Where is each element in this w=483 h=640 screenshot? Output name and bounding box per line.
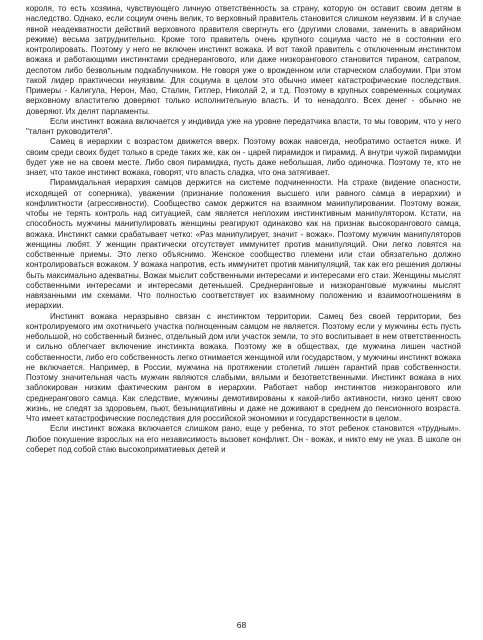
paragraph-4: Пирамидальная иерархия самцов держится на системе подчиненности. На страхе (видение опасности, исходящей от соперника), уважении (признание положения высшего или равного самца в иерархии) и конфликтности (агрессивности). Сообщество самок держится на взаимном манипулировании. Поэтому вожак, чтобы не терять контроль над ситуацией, сам является неплохим инстинктивным манипулятором. Кстати, на способность мужчины манипулировать женщины реагируют одинаково как на признак высокорангового самца, вожака. Инстинкт самки срабатывает четко: «Раз манипулирует, значит - вожак». Поэтому мужчин манипуляторов женщины любят. У женщин практически отсутствует иммунитет против манипуляций. Они легко ловятся на собственные приемы. Это легко объяснимо. Женское сообщество племени или стаи обязательно должно контролироваться вожаком. У вожака напротив, есть иммунитет против манипуляций, так как его решения должны быть максимально адекватны. Вожак мыслит собственными интересами и интересами его стаи. Женщины мыслят собственными интересами и интересами детенышей. Среднеранговые и низкоранговые мужчины мыслят навязанными им схемами. Что полностью соответствует их взаимному положению и взаимоотношениям в иерархии. — [26, 178, 461, 311]
paragraph-3: Самец в иерархии с возрастом движется вверх. Поэтому вожак навсегда, необратимо остается ниже. И своим среди своих будет только в среде таких же, как он - царей пирамидок и пирамид. А внутри чужой пирамидки будет уже не на своем месте. Либо своя пирамидка, пусть даже небольшая, либо одиночка. Поэтому те, кто не знает, что такое инстинкт вожака, говорят, что власть сладка, что она затягивает. — [26, 137, 461, 177]
paragraph-5: Инстинкт вожака неразрывно связан с инстинктом территории. Самец без своей территории, без контролируемого им охотничьего участка полноценным самцом не является. Поэтому если у мужчины есть пусть небольшой, но собственный бизнес, отдельный дом или участок земли, то это воспитывает в нем ответственность и сильно облегчает включение инстинкта вожака. Поэтому же в обществах, где мужчина лишен частной собственности, либо его собственность легко отнимается женщиной или государством, у мужчины инстинкт вожака не включается. Например, в России, мужчина на протяжении столетий лишен гарантий прав собственности. Поэтому значительная часть мужчин являются слабыми, вялыми и безответственными. Инстинкт вожака в них заблокирован низким фактическим рангом в иерархии. Работает набор инстинктов низкорангового или среднерангового самца. Как следствие, мужчины демотивированы к какой-либо активности, низко ценят свою жизнь, не следят за здоровьем, пьют, безынициативны и даже не доживают в среднем до пенсионного возраста. Что имеет катастрофические последствия для российской экономики и государственности в целом. — [26, 311, 461, 423]
page-number: 68 — [236, 620, 247, 630]
paragraph-1: короля, то есть хозяина, чувствующего личную ответственность за страну, которую он оставит своим детям в наследство. Однако, если социум очень велик, то верховный правитель становится слишком неуязвим. И в случае явной неадекватности действий верховного правителя свергнуть его (другими словами, заменить в аварийном режиме) весьма затруднительно. Кроме того правитель очень крупного социума часто не в состоянии его контролировать. Поэтому у него не включен инстинкт вожака. И вот такой правитель с отключенным инстинктом вожака и работающими инстинктами среднерангового, или даже низкорангового становится тираном, сатрапом, деспотом либо безвольным подкаблучником. Не говоря уже о врожденном или старческом слабоумии. При этом такой лидер практически неуязвим. Для социума в целом это обычно имеет катастрофические последствия. Примеры - Калигула, Нерон, Мао, Сталин, Гитлер, Николай 2, и т.д. Поэтому в крупных современных социумах верховному властителю доверяют только исполнительную власть. И то ненадолго. Всех денег - обычно не доверяют. Их делят парламенты. — [26, 4, 461, 116]
paragraph-2: Если инстинкт вожака включается у индивида уже на уровне передатчика власти, то мы говорим, что у него "талант руководителя". — [26, 116, 461, 136]
paragraph-6: Если инстинкт вожака включается слишком рано, еще у ребенка, то этот ребенок становится «трудным». Любое покушение взрослых на его независимость вызовет конфликт. Он - вожак, и никто ему не указ. В школе он соберет под собой стаю высокоприматиевых детей и — [26, 424, 461, 454]
